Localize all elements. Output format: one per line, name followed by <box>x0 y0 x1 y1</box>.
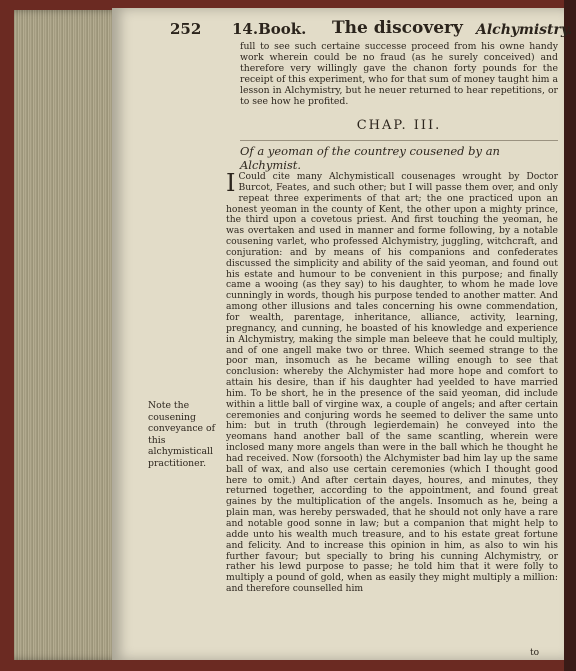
drop-cap: I <box>226 169 236 197</box>
divider <box>240 140 558 141</box>
page-number: 252 <box>170 20 202 38</box>
book-label: 14.Book. <box>232 20 307 38</box>
chapter-body <box>226 169 558 595</box>
intro-paragraph: full to see such certaine successe proceed from his owne handy work wherein could be no fraud (as he surely conceived) and therefore very willingly gave the chanon forty pounds for the receipt of this experiment, who for that sum of money taught him a lesson in Alchymistry, but he neuer returned to hear repetitions, or to see how he profited. <box>240 41 558 107</box>
chapter-heading: CHAP. III. <box>356 118 442 133</box>
facing-page-edge <box>564 0 576 671</box>
body-text: Could cite many Alchymisticall cousenages wrought by Doctor Burcot, Feates, and such other; but I will passe them over, and only repeat three experiments of that art; the one practiced upon an honest yeoman in the county of Kent, the other upon a mighty prince, the third upon a covetous priest. And first touching the yeoman, he was overtaken and used in manner and forme following, by a notable cousening varlet, who professed Alchymistry, juggling, witchcraft, and conjuration: and by means of his companions and confederates discussed the simplicity and ability of the said yeoman, and found out his estate and humour to be convenient in this purpose; and finally came a wooing (as they say) to his daughter, to whom he made love cunningly in words, though his purpose tended to another matter. And among other illusions and tales concerning his owne commendation, for wealth, parentage, inheritance, alliance, activity, learning, pregnancy, and cunning, he boasted of his knowledge and experience in Alchymistry, making the simple man beleeve that he could multiply, and of one angell make two or three. Which seemed strange to the poor man, insomuch as he became willing enough to see that conclusion: whereby the Alchymister had more hope and comfort to attain his desire, than if his daughter had yeelded to have married him. To be short, he in the presence of the said yeoman, did include within a little ball of virgine wax, a couple of angels; and after certain ceremonies and conjuring words he seemed to deliver the same unto him: but in truth (through legierdemain) he conveyed into the yeomans hand another ball of the same scantling, wherein were inclosed many more angels than were in the ball which he thought he had received. Now (forsooth) the Alchymister bad him lay up the same ball of wax, and also use certain ceremonies (which I thought good here to omit.) And after certain dayes, houres, and minutes, they returned together, according to the appointment, and found great gaines by the multiplication of the angels. Insomuch as he, being a plain man, was hereby perswaded, that he should not only have a rare and notable good sonne in law; but a companion that might help to adde unto his wealth much treasure, and to his estate great fortune and felicity. And to increase this opinion in him, as also to win his further favour; but specially to bring his cunning Alchymistry, or rather his lewd purpose to passe; he told him that it were folly to multiply a pound of gold, when as easily they might multiply a million: and therefore counselled him <box>226 171 558 595</box>
running-header <box>170 14 573 40</box>
chapter-subheading: Of a yeoman of the countrey cousened by an Alchymist. <box>240 144 500 172</box>
catchword: to <box>530 648 540 658</box>
section-title: Alchymistry. <box>476 22 573 38</box>
running-title: The discovery <box>332 18 463 38</box>
margin-note: Note the cousening conveyance of this alchymisticall practitioner. <box>148 400 216 469</box>
